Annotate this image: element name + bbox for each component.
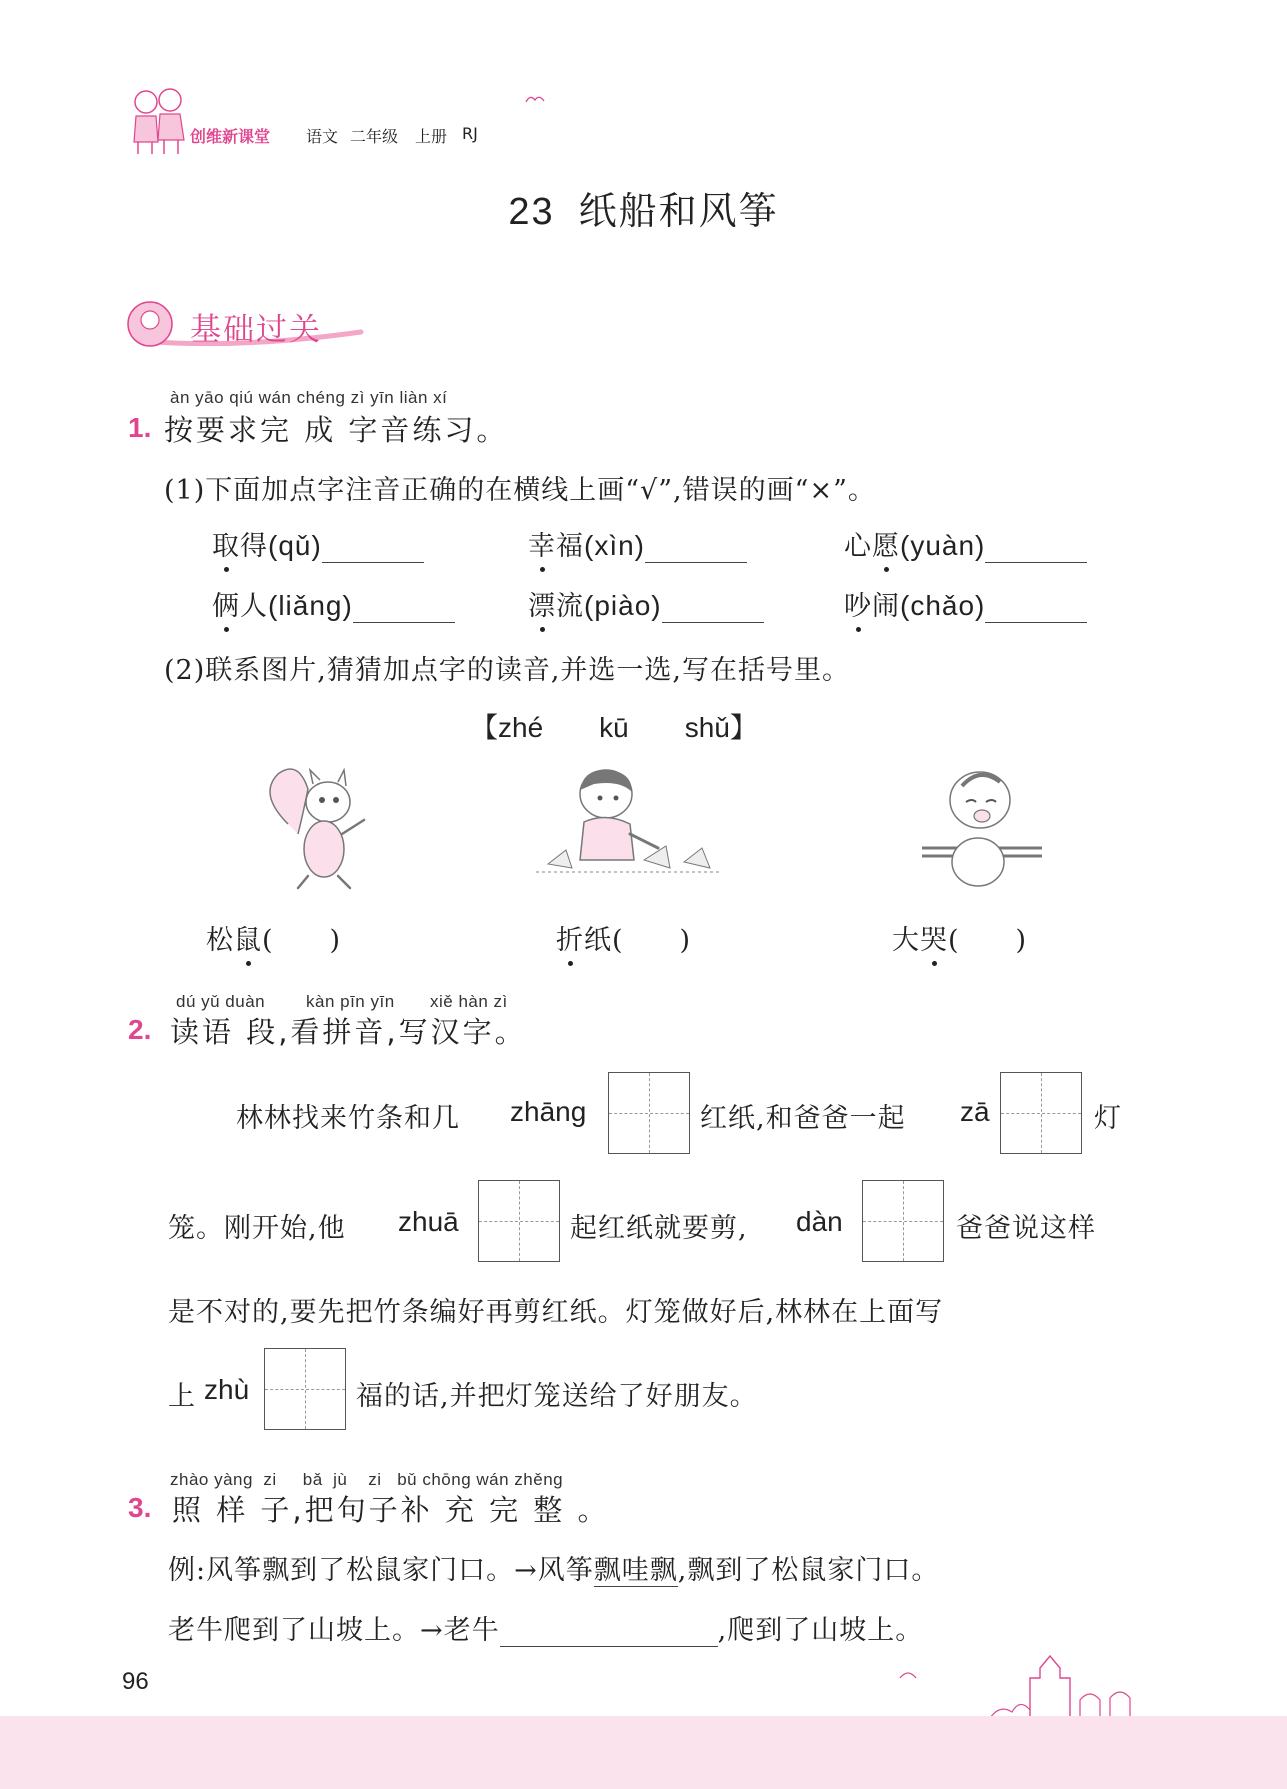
- q2-line1-a: 林林找来竹条和几: [236, 1103, 460, 1134]
- dotted-char: 哭: [920, 918, 948, 957]
- dotted-char: 俩: [212, 584, 240, 623]
- lesson-name: 纸船和风筝: [578, 189, 779, 233]
- q1-part1-instruction: (1)下面加点字注音正确的在横线上画“√”,错误的画“×”。: [164, 475, 876, 506]
- dotted-char: 漂: [528, 584, 556, 623]
- tianzige-box[interactable]: [862, 1180, 944, 1262]
- dotted-char: 幸: [528, 524, 556, 563]
- answer-blank[interactable]: [500, 1618, 718, 1647]
- q1-pinyin: àn yāo qiú wán chéng zì yīn liàn xí: [170, 388, 448, 407]
- q2-title: 读语 段,看拼音,写汉字。: [170, 1015, 527, 1049]
- q2-number: 2.: [128, 1014, 152, 1045]
- q3-example: 例:风筝飘到了松鼠家门口。→风筝飘哇飘,飘到了松鼠家门口。: [168, 1555, 940, 1586]
- q1-number: 1.: [128, 412, 152, 443]
- tianzige-box[interactable]: [608, 1072, 690, 1154]
- tianzige-box[interactable]: [1000, 1072, 1082, 1154]
- option-ku: kū: [599, 712, 629, 743]
- q1-item: 吵闹(chǎo): [844, 584, 1087, 623]
- dotted-char: 取: [212, 524, 240, 563]
- q3-number: 3.: [128, 1492, 152, 1523]
- q2-pinyin-c: xiě hàn zì: [430, 992, 508, 1011]
- answer-parens[interactable]: ( ): [262, 925, 342, 956]
- brand-label: 创维新课堂: [190, 127, 271, 146]
- q1-item: 漂流(piào): [528, 584, 764, 623]
- answer-blank[interactable]: [353, 594, 455, 623]
- squirrel-illustration: [258, 764, 378, 896]
- q3-pinyin: zhào yàng zi bǎ jù zi bǔ chōng wán zhěng: [170, 1470, 564, 1489]
- q2-line4-a: 上: [168, 1381, 196, 1412]
- tianzige-box[interactable]: [478, 1180, 560, 1262]
- option-shu: shǔ: [684, 712, 730, 743]
- header: [128, 82, 528, 157]
- page-number: 96: [122, 1668, 149, 1695]
- kids-logo-icon: [128, 82, 190, 157]
- q3-title: 照 样 子,把句子补 充 完 整 。: [172, 1493, 610, 1527]
- dotted-char: 吵: [844, 584, 872, 623]
- option-zhe: zhé: [498, 712, 544, 743]
- q1-item: 取得(qǔ): [212, 524, 424, 563]
- boy-folding-paper-illustration: [534, 764, 724, 896]
- edition-label: RJ: [462, 124, 478, 143]
- castle-decoration-icon: [880, 1648, 1160, 1720]
- grade-label: 二年级: [350, 127, 399, 146]
- crying-baby-illustration: [922, 764, 1050, 896]
- q2-line2-pinyin1: zhuā: [398, 1206, 459, 1237]
- q2-pinyin-b: kàn pīn yīn: [306, 992, 395, 1011]
- q3-task: 老牛爬到了山坡上。→老牛 ,爬到了山坡上。: [168, 1615, 924, 1646]
- lesson-title: [0, 180, 1287, 235]
- example-underlined: 飘哇飘: [593, 1555, 678, 1586]
- answer-blank[interactable]: [985, 534, 1087, 563]
- q2-line4-b: 福的话,并把灯笼送给了好朋友。: [356, 1381, 758, 1412]
- q2-line1-pinyin2: zā: [960, 1096, 990, 1127]
- dotted-char: 鼠: [234, 918, 262, 957]
- q1-title: 按要求完 成 字音练习。: [164, 413, 509, 447]
- q1-part2-item: 折纸( ): [556, 918, 691, 957]
- section-banner: [126, 298, 370, 350]
- answer-blank[interactable]: [662, 594, 764, 623]
- answer-blank[interactable]: [322, 534, 424, 563]
- volume-label: 上册: [415, 127, 448, 146]
- flower-icon: [524, 92, 546, 108]
- dotted-char: 愿: [872, 524, 900, 563]
- q1-item: 心愿(yuàn): [844, 524, 1087, 563]
- subject-label: 语文: [306, 127, 339, 146]
- section-label: 基础过关: [190, 312, 322, 348]
- q2-line1-b: 红纸,和爸爸一起: [700, 1103, 906, 1134]
- dotted-char: 折: [556, 918, 584, 957]
- answer-blank[interactable]: [645, 534, 747, 563]
- q1-part2-item: 松鼠( ): [206, 918, 341, 957]
- q2-line2-pinyin2: dàn: [796, 1206, 843, 1237]
- answer-parens[interactable]: ( ): [612, 925, 692, 956]
- answer-parens[interactable]: ( ): [948, 925, 1028, 956]
- lesson-number: 23: [508, 191, 555, 233]
- q2-line1-pinyin1: zhāng: [510, 1096, 587, 1127]
- q1-part2-instruction: (2)联系图片,猜猜加点字的读音,并选一选,写在括号里。: [164, 655, 850, 686]
- q2-line3: 是不对的,要先把竹条编好再剪红纸。灯笼做好后,林林在上面写: [168, 1297, 944, 1328]
- q1-part2-item: 大哭( ): [892, 918, 1027, 957]
- q1-item: 幸福(xìn): [528, 524, 747, 563]
- q2-line2-b: 起红纸就要剪,: [570, 1213, 748, 1244]
- tianzige-box[interactable]: [264, 1348, 346, 1430]
- footer-band: [0, 1716, 1287, 1789]
- q2-line2-c: 爸爸说这样: [956, 1213, 1096, 1244]
- q2-line1-c: 灯: [1094, 1103, 1122, 1134]
- q2-line2-a: 笼。刚开始,他: [168, 1213, 346, 1244]
- pinyin-options: 【zhé kū shǔ】: [470, 712, 758, 743]
- q2-line4-pinyin: zhù: [204, 1374, 250, 1405]
- answer-blank[interactable]: [985, 594, 1087, 623]
- q1-item: 俩人(liǎng): [212, 584, 455, 623]
- q2-pinyin-a: dú yǔ duàn: [176, 992, 266, 1011]
